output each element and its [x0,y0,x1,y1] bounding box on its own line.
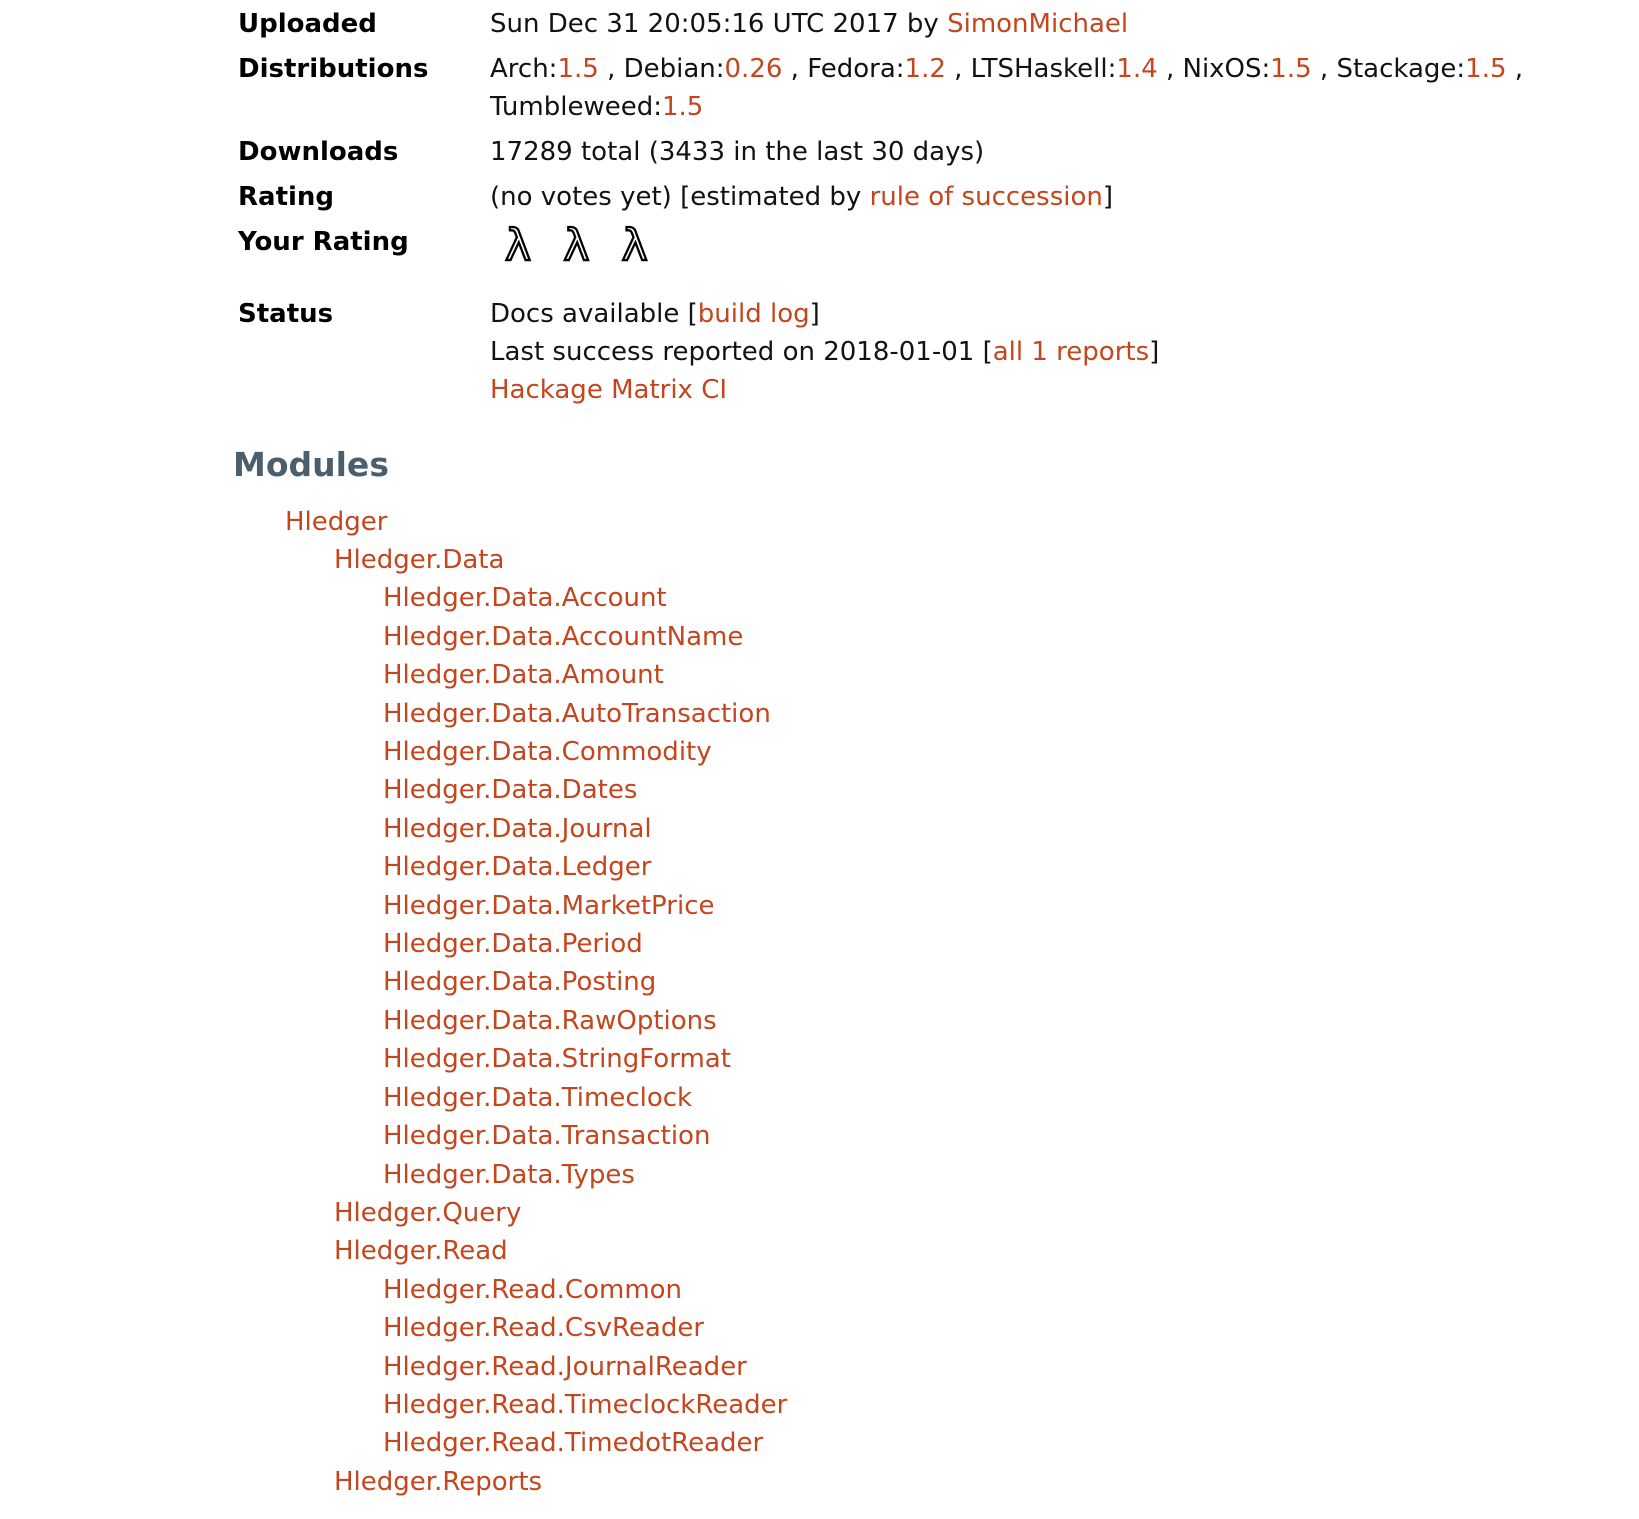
module-list-item [383,695,1639,733]
module-link[interactable]: Hledger.Read [334,1236,508,1267]
rating-text-suffix: ] [1102,182,1114,212]
distribution-segment [490,92,703,122]
status-success-suffix: ] [1149,337,1160,367]
downloads-text: 17289 total (3433 in the last 30 days) [490,137,985,167]
module-list-item [383,848,1639,886]
module-link[interactable]: Hledger.Data.Journal [383,813,652,844]
distribution-version-link[interactable]: 0.26 [724,54,783,84]
module-list-item [383,1309,1639,1347]
downloads-label: Downloads [238,137,399,167]
your-rating-row [238,220,1523,279]
uploader-link[interactable]: SimonMichael [947,9,1129,39]
module-link[interactable]: Hledger.Data.Commodity [383,737,712,768]
module-link[interactable]: Hledger.Data.Timeclock [383,1082,693,1113]
distribution-version-link[interactable]: 1.5 [1270,54,1312,84]
module-list-item [285,503,1639,541]
module-list-item [383,925,1639,963]
distribution-segment [1166,54,1312,84]
distributions-row [238,47,1523,130]
distribution-version-link[interactable]: 1.2 [904,54,946,84]
module-link[interactable]: Hledger.Data.Period [383,929,643,960]
module-link[interactable]: Hledger.Data [334,545,505,575]
module-list-item [383,579,1639,617]
uploaded-row [238,2,1523,47]
uploaded-value [490,2,1523,47]
distribution-name: , Fedora: [790,54,905,84]
distribution-name: , LTSHaskell: [954,54,1117,84]
module-link[interactable]: Hledger.Read.JournalReader [383,1351,747,1382]
package-properties-table [238,2,1523,413]
module-list-item [334,1463,1639,1501]
module-list-item [383,1040,1639,1078]
module-link[interactable]: Hledger.Data.AccountName [383,621,744,652]
module-list-item [383,1079,1639,1117]
rating-stars [490,220,1523,275]
rating-lambda-icon[interactable]: λ [621,220,648,271]
your-rating-value [490,220,1523,279]
distribution-name: , [1514,54,1524,84]
status-line-docs [490,295,1523,333]
distributions-line-1 [490,50,1523,88]
downloads-value [490,130,1523,175]
module-link[interactable]: Hledger.Data.Transaction [383,1121,711,1152]
distribution-version-link[interactable]: 1.5 [557,54,599,84]
module-list-item [383,656,1639,694]
distribution-name: , Stackage: [1319,54,1466,84]
status-row [238,279,1523,413]
module-list-item [383,810,1639,848]
module-link[interactable]: Hledger [285,506,388,537]
rating-row [238,175,1523,220]
status-label: Status [238,299,334,329]
module-link[interactable]: Hledger.Data.AutoTransaction [383,698,771,729]
distribution-name: , NixOS: [1165,54,1271,84]
distribution-segment [1320,54,1507,84]
module-link[interactable]: Hledger.Data.MarketPrice [383,890,715,921]
module-link[interactable]: Hledger.Data.Amount [383,660,664,691]
module-link[interactable]: Hledger.Data.Posting [383,967,657,998]
module-list-item [334,1232,1639,1270]
module-link[interactable]: Hledger.Query [334,1197,522,1228]
module-list-item [383,963,1639,1001]
module-list-item [383,618,1639,656]
module-link[interactable]: Hledger.Read.TimeclockReader [383,1389,788,1420]
module-link[interactable]: Hledger.Data.StringFormat [383,1044,731,1075]
distribution-segment [954,54,1158,84]
distribution-name: Tumbleweed: [490,92,662,122]
distribution-segment [607,54,782,84]
distribution-segment [490,54,599,84]
distribution-version-link[interactable]: 1.4 [1116,54,1158,84]
uploaded-label: Uploaded [238,9,377,39]
module-list-item [383,1348,1639,1386]
module-link[interactable]: Hledger.Read.Common [383,1274,683,1305]
your-rating-label: Your Rating [238,227,409,257]
module-list-item [383,733,1639,771]
downloads-row [238,130,1523,175]
distributions-line-2 [490,88,1523,126]
status-line-success [490,333,1523,371]
module-link[interactable]: Hledger.Data.Account [383,583,667,614]
module-list-item [383,1156,1639,1194]
module-link[interactable]: Hledger.Data.Dates [383,775,638,806]
rating-label: Rating [238,182,335,212]
module-list-item [334,1194,1639,1232]
rule-of-succession-link[interactable]: rule of succession [869,182,1103,212]
module-link[interactable]: Hledger.Read.CsvReader [383,1313,705,1344]
module-list-item [383,1117,1639,1155]
status-docs-suffix: ] [809,299,820,329]
module-link[interactable]: Hledger.Read.TimedotReader [383,1428,764,1459]
distribution-version-link[interactable]: 1.5 [1465,54,1507,84]
uploaded-text: Sun Dec 31 20:05:16 UTC 2017 by [490,9,948,39]
module-list-item [383,771,1639,809]
module-link[interactable]: Hledger.Reports [334,1466,543,1497]
all-reports-link[interactable]: all 1 reports [992,337,1150,367]
hackage-matrix-ci-link[interactable]: Hackage Matrix CI [490,375,728,405]
modules-heading: Modules [233,445,389,484]
build-log-link[interactable]: build log [697,299,810,329]
module-list-item [383,1386,1639,1424]
module-list-item [383,1424,1639,1462]
module-link[interactable]: Hledger.Data.Types [383,1159,635,1190]
module-list-item [383,1002,1639,1040]
rating-lambda-icon[interactable]: λ [563,220,590,271]
distribution-segment [791,54,946,84]
status-success-text: Last success reported on 2018-01-01 [ [490,337,993,367]
distribution-segment [1515,54,1523,84]
status-value [490,279,1523,413]
distributions-value [490,47,1523,130]
module-link[interactable]: Hledger.Data.Ledger [383,852,652,883]
distribution-name: Arch: [490,54,558,84]
distribution-version-link[interactable]: 1.5 [661,92,704,122]
module-list [238,503,1639,1502]
module-list-item [383,887,1639,925]
module-list-item [334,541,1639,579]
status-docs-text: Docs available [ [490,299,698,329]
rating-lambda-icon[interactable]: λ [505,220,532,271]
distribution-name: , Debian: [607,54,725,84]
status-line-matrix [490,371,1523,409]
module-list-item [383,1271,1639,1309]
rating-value [490,175,1523,220]
rating-text: (no votes yet) [estimated by [490,182,870,212]
module-link[interactable]: Hledger.Data.RawOptions [383,1005,717,1036]
distributions-label: Distributions [238,54,429,84]
